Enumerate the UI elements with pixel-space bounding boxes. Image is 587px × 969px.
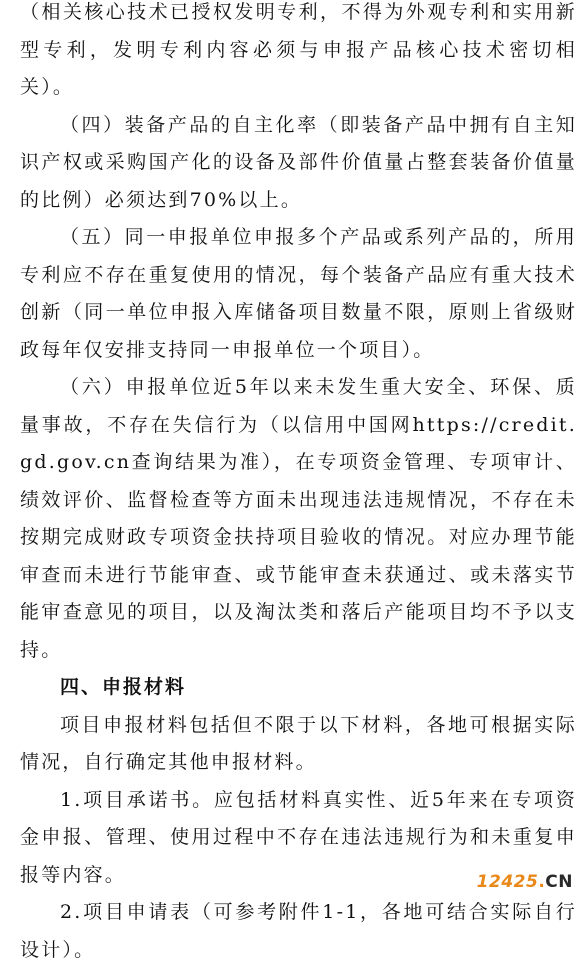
paragraph-materials-item-1: 1.项目承诺书。应包括材料真实性、近5年来在专项资金申报、管理、使用过程中不存在违法违规行为和未重复申报等内容。 bbox=[20, 788, 577, 886]
section-heading-materials: 四、申报材料 bbox=[60, 676, 187, 698]
paragraph-materials-item-2: 2.项目申请表（可参考附件1-1，各地可结合实际自行设计）。 bbox=[20, 901, 577, 961]
watermark-dot: . bbox=[538, 872, 546, 892]
site-watermark-logo bbox=[477, 872, 573, 892]
watermark-number: 12425 bbox=[476, 872, 539, 892]
paragraph-item-4-localization-rate: （四）装备产品的自主化率（即装备产品中拥有自主知识产权或采购国产化的设备及部件价值量占整套装备价值量的比例）必须达到70%以上。 bbox=[20, 113, 577, 211]
watermark-tld: CN bbox=[545, 872, 573, 892]
paragraph-item-6-compliance: （六）申报单位近5年以来未发生重大安全、环保、质量事故，不存在失信行为（以信用中国网https://credit.gd.gov.cn查询结果为准），在专项资金管理、专项审计、绩效评价、监督检查等方面未出现违法违规情况，不存在未按期完成财政专项资金扶持项目验收的情况。对应办理节能审查而未进行节能审查、或节能审查未获通过、或未落实节能审查意见的项目，以及淘汰类和落后产能项目均不予以支持。 bbox=[20, 376, 577, 661]
paragraph-materials-intro: 项目申报材料包括但不限于以下材料，各地可根据实际情况，自行确定其他申报材料。 bbox=[20, 713, 577, 773]
paragraph-patent-requirement: （相关核心技术已授权发明专利，不得为外观专利和实用新型专利，发明专利内容必须与申报产品核心技术密切相关）。 bbox=[20, 1, 577, 98]
paragraph-item-5-multiple-products: （五）同一申报单位申报多个产品或系列产品的，所用专利应不存在重复使用的情况，每个装备产品应有重大技术创新（同一单位申报入库储备项目数量不限，原则上省级财政每年仅安排支持同一申报单位一个项目）。 bbox=[20, 226, 577, 361]
